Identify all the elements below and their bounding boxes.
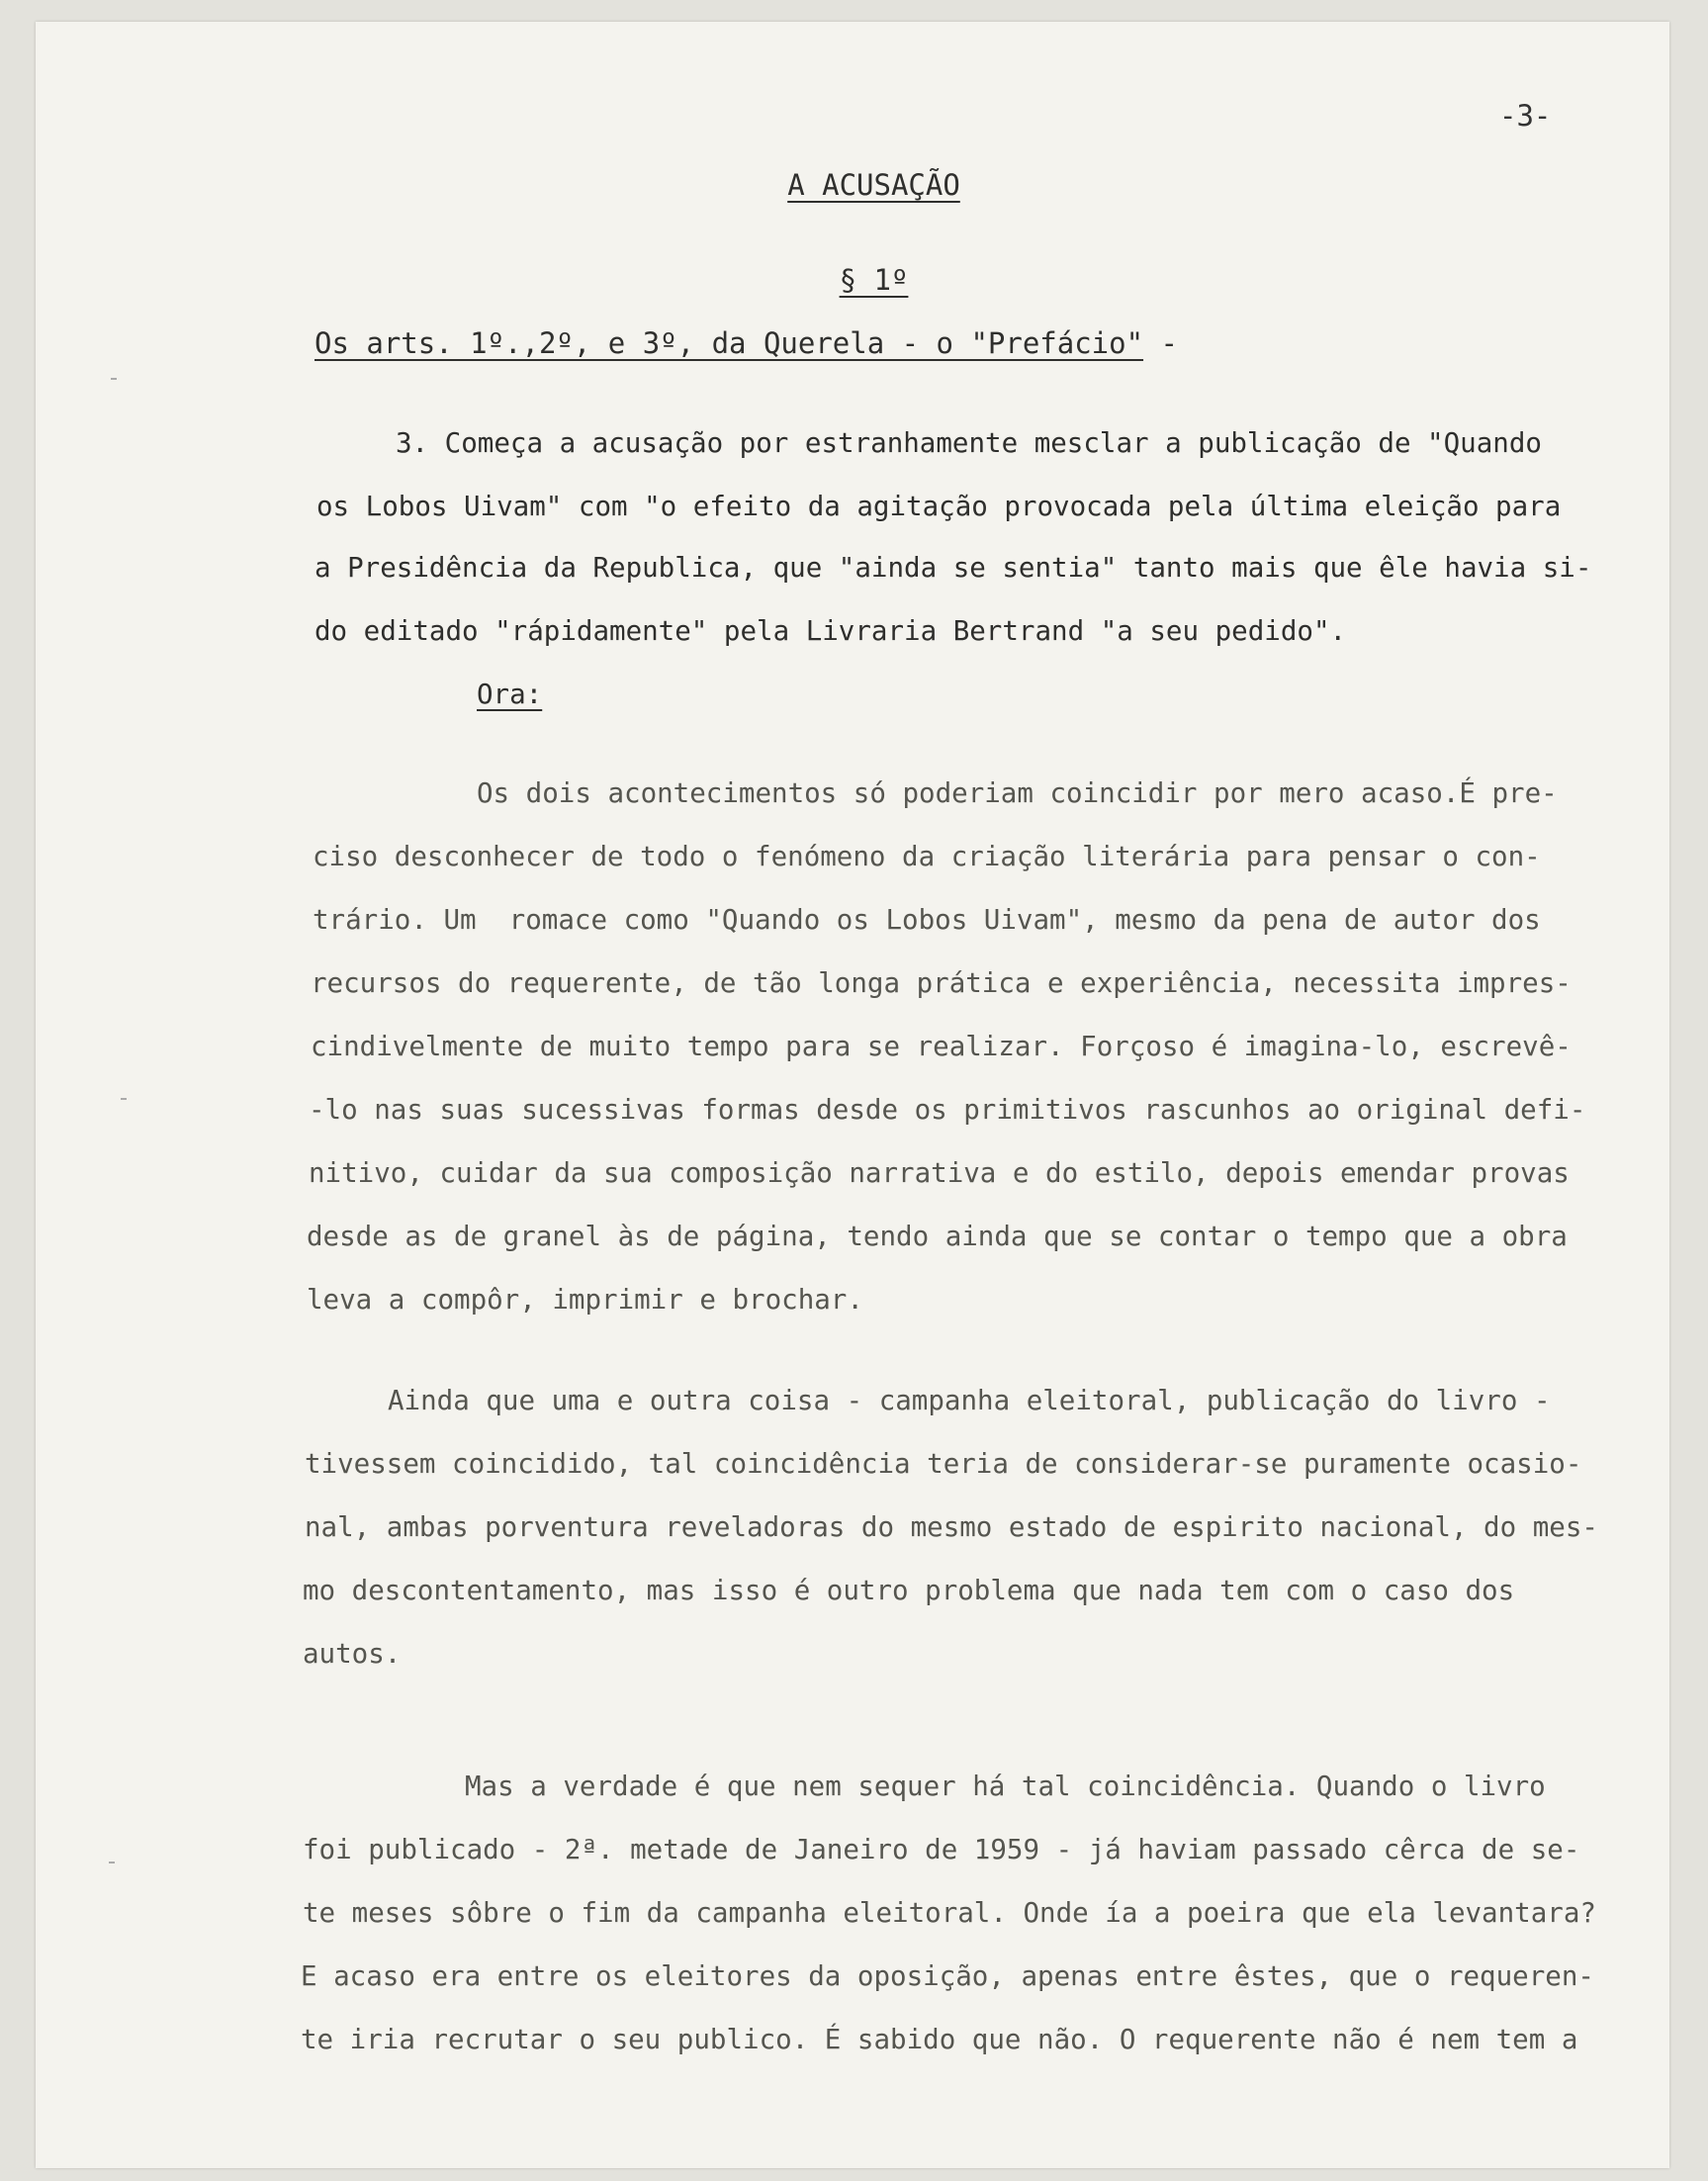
para3-line: tivessem coincidido, tal coincidência teria de considerar-se puramente ocasio-	[305, 1448, 1582, 1480]
para2-line: cindivelmente de muito tempo para se realizar. Forçoso é imagina-lo, escrevê-	[311, 1031, 1572, 1062]
page-number: -3-	[1499, 99, 1552, 133]
title-text: A ACUSAÇÃO	[787, 168, 960, 202]
para1-line: a Presidência da Republica, que "ainda se sentia" tanto mais que êle havia si-	[315, 552, 1592, 584]
document-title	[20, 168, 1708, 202]
para4-line: foi publicado - 2ª. metade de Janeiro de 1959 - já haviam passado cêrca de se-	[303, 1834, 1580, 1865]
ora-label: Ora:	[477, 679, 543, 710]
heading-dash: -	[1143, 326, 1178, 360]
para3-line: Ainda que uma e outra coisa - campanha eleitoral, publicação do livro -	[388, 1385, 1551, 1416]
para2-line: Os dois acontecimentos só poderiam coincidir por mero acaso.É pre-	[477, 777, 1558, 809]
para2-line: desde as de granel às de página, tendo ainda que se contar o tempo que a obra	[307, 1221, 1568, 1252]
para1-line: os Lobos Uivam" com "o efeito da agitação provocada pela última eleição para	[316, 491, 1562, 522]
para2-line: leva a compôr, imprimir e brochar.	[307, 1284, 863, 1316]
para4-line: E acaso era entre os eleitores da oposição, apenas entre êstes, que o requeren-	[301, 1960, 1594, 1992]
section-heading	[315, 326, 1178, 360]
para2-line: nitivo, cuidar da sua composição narrativa e do estilo, depois emendar provas	[309, 1157, 1570, 1189]
para2-line: trário. Um romace como "Quando os Lobos Uivam", mesmo da pena de autor dos	[313, 904, 1541, 936]
section-number	[20, 263, 1708, 297]
para3-line: autos.	[303, 1638, 402, 1670]
para2-line: recursos do requerente, de tão longa prática e experiência, necessita impres-	[311, 967, 1572, 999]
para4-line: te meses sôbre o fim da campanha eleitoral. Onde ía a poeira que ela levantara?	[303, 1897, 1596, 1929]
heading-text: Os arts. 1º.,2º, e 3º, da Querela - o "Prefácio"	[315, 326, 1144, 360]
para4-line: Mas a verdade é que nem sequer há tal coincidência. Quando o livro	[465, 1771, 1546, 1802]
section-text: § 1º	[839, 263, 909, 297]
para2-line: ciso desconhecer de todo o fenómeno da criação literária para pensar o con-	[313, 841, 1541, 872]
para1-line: 3. Começa a acusação por estranhamente mesclar a publicação de "Quando	[396, 427, 1542, 459]
paper-speck	[109, 1862, 115, 1863]
paper-speck	[121, 1098, 127, 1100]
para2-line: -lo nas suas sucessivas formas desde os primitivos rascunhos ao original defi-	[309, 1094, 1586, 1126]
para4-line: te iria recrutar o seu publico. É sabido que não. O requerente não é nem tem a	[301, 2024, 1578, 2055]
para1-line: do editado "rápidamente" pela Livraria Bertrand "a seu pedido".	[315, 615, 1347, 647]
para3-line: nal, ambas porventura reveladoras do mesmo estado de espirito nacional, do mes-	[305, 1511, 1598, 1543]
para3-line: mo descontentamento, mas isso é outro problema que nada tem com o caso dos	[303, 1575, 1515, 1606]
paper-speck	[111, 378, 117, 380]
